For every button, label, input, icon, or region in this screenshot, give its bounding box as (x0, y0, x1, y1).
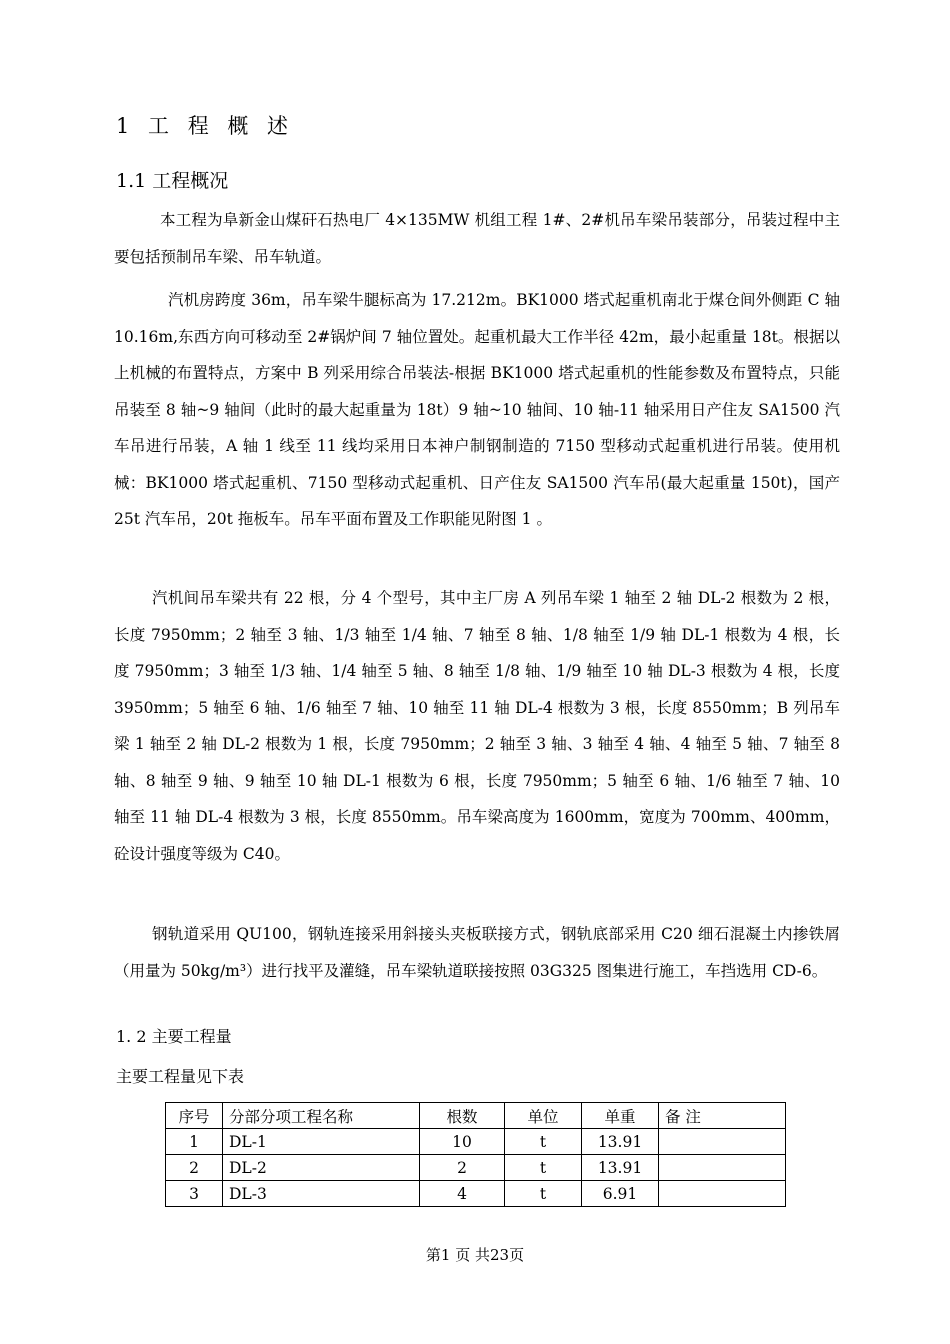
table-cell (659, 1181, 786, 1207)
table-cell: 2 (420, 1155, 505, 1181)
header-cell: 备 注 (659, 1103, 786, 1129)
header-cell: 单位 (505, 1103, 582, 1129)
table-cell: 4 (420, 1181, 505, 1207)
subsection2-title: 1. 2 主要工程量 (116, 1027, 232, 1046)
header-cell: 分部分项工程名称 (223, 1103, 420, 1129)
table-row (166, 1129, 786, 1155)
table-cell: 13.91 (582, 1129, 659, 1155)
header-cell: 单重 (582, 1103, 659, 1129)
table-cell (659, 1155, 786, 1181)
table-cell: t (505, 1155, 582, 1181)
paragraph-beams: 汽机间吊车梁共有 22 根，分 4 个型号，其中主厂房 A 列吊车梁 1 轴至 2 轴 DL-2 根数为 2 根，长度 7950mm；2 轴至 3 轴、1/3 轴至 1/4 轴、7 轴至 8 轴、1/8 轴至 1/9 轴 DL-1 根数为 4 根，长度 7950mm；3 轴至 1/3 轴、1/4 轴至 5 轴、8 轴至 1/8 轴、1/9 轴至 10 轴 DL-3 根数为 4 根，长度 3950mm；5 轴至 6 轴、1/6 轴至 7 轴、10 轴至 11 轴 DL-4 根数为 3 根，长度 8550mm；B 列吊车梁 1 轴至 2 轴 DL-2 根数为 1 根，长度 7950mm；2 轴至 3 轴、3 轴至 4 轴、4 轴至 5 轴、7 轴至 8 轴、8 轴至 9 轴、9 轴至 10 轴 DL-1 根数为 6 根，长度 7950mm；5 轴至 6 轴、1/6 轴至 7 轴、10 轴至 11 轴 DL-4 根数为 3 根，长度 8550mm。吊车梁高度为 1600mm，宽度为 700mm、400mm，砼设计强度等级为 C40。 (114, 589, 840, 863)
table-intro: 主要工程量见下表 (116, 1067, 245, 1086)
table-cell: 6.91 (582, 1181, 659, 1207)
table-cell: t (505, 1129, 582, 1155)
subsection-title: 1.1 工程概况 (116, 170, 229, 192)
table-row (166, 1155, 786, 1181)
quantities-table (165, 1102, 786, 1207)
table-cell: 1 (166, 1129, 223, 1155)
page-footer: 第1 页 共23页 (425, 1246, 525, 1264)
table-cell: t (505, 1181, 582, 1207)
table-header-row (166, 1103, 786, 1129)
section-title: 1 工 程 概 述 (116, 114, 295, 138)
table-cell: DL-2 (223, 1155, 420, 1181)
paragraph-rails: 钢轨道采用 QU100，钢轨连接采用斜接头夹板联接方式，钢轨底部采用 C20 细石混凝土内掺铁屑（用量为 50kg/m³）进行找平及灌缝，吊车梁轨道联接按照 03G325 图集进行施工，车挡选用 CD-6。 (114, 925, 840, 980)
table-cell: 13.91 (582, 1155, 659, 1181)
table-cell: 2 (166, 1155, 223, 1181)
table-cell: DL-1 (223, 1129, 420, 1155)
header-cell: 根数 (420, 1103, 505, 1129)
header-cell: 序号 (166, 1103, 223, 1129)
table-cell: 3 (166, 1181, 223, 1207)
table-cell: 10 (420, 1129, 505, 1155)
table-row (166, 1181, 786, 1207)
paragraph-cranes: 汽机房跨度 36m，吊车梁牛腿标高为 17.212m。BK1000 塔式起重机南北于煤仓间外侧距 C 轴 10.16m,东西方向可移动至 2#锅炉间 7 轴位置处。起重机最大工作半径 42m，最小起重量 18t。根据以上机械的布置特点，方案中 B 列采用综合吊装法-根据 BK1000 塔式起重机的性能参数及布置特点，只能吊装至 8 轴~9 轴间（此时的最大起重量为 18t）9 轴~10 轴间、10 轴-11 轴采用日产住友 SA1500 汽车吊进行吊装，A 轴 1 线至 11 线均采用日本神户制钢制造的 7150 型移动式起重机进行吊装。使用机械：BK1000 塔式起重机、7150 型移动式起重机、日产住友 SA1500 汽车吊(最大起重量 150t)，国产 25t 汽车吊，20t 拖板车。吊车平面布置及工作职能见附图 1 。 (114, 291, 840, 528)
paragraph-overview: 本工程为阜新金山煤矸石热电厂 4×135MW 机组工程 1#、2#机吊车梁吊装部分，吊装过程中主要包括预制吊车梁、吊车轨道。 (114, 211, 840, 266)
table-cell: DL-3 (223, 1181, 420, 1207)
table-cell (659, 1129, 786, 1155)
